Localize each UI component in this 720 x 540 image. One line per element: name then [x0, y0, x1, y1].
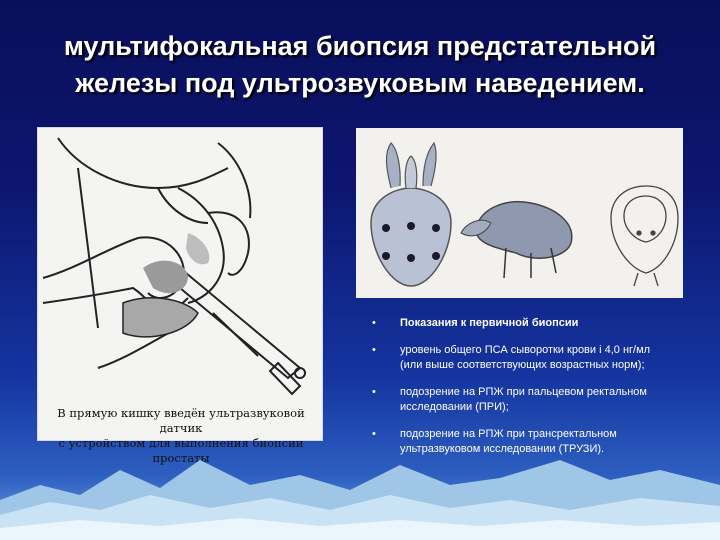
list-item	[370, 316, 670, 331]
list-item-text: подозрение на РПЖ при пальцевом ректальном исследовании (ПРИ);	[400, 386, 647, 413]
list-item	[370, 343, 670, 373]
caption-line-2: с устройством для выполнения биопсии простаты	[58, 436, 304, 465]
title-line-2: железы под ультрозвуковым наведением.	[75, 68, 645, 98]
bullet-icon: •	[372, 386, 376, 398]
illustration-caption	[44, 406, 318, 465]
prostate-section-outline	[611, 186, 678, 286]
biopsy-anatomy-illustration	[37, 127, 323, 465]
bullet-icon: •	[372, 344, 376, 356]
prostate-biopsy-diagrams	[356, 128, 683, 298]
bullet-icon: •	[372, 428, 376, 440]
list-item	[370, 385, 670, 415]
caption-line-1: В прямую кишку введён ультразвуковой датчик	[57, 406, 305, 435]
list-item-text: подозрение на РПЖ при трансректальном ультразвуковом исследовании (ТРУЗИ).	[400, 428, 617, 455]
slide-title	[20, 28, 700, 102]
title-line-1: мультифокальная биопсия предстательной	[63, 31, 657, 61]
prostate-side-view	[461, 202, 572, 278]
list-item-text: Показания к первичной биопсии	[400, 317, 579, 329]
list-item-text: уровень общего ПСА сыворотки крови i 4,0 нг/мл (или выше соответствующих возрастных норм);	[400, 344, 651, 371]
prostate-models-drawing	[356, 128, 683, 298]
bullet-icon: •	[372, 317, 376, 329]
anatomy-drawing	[38, 128, 322, 440]
prostate-front-view	[371, 143, 451, 286]
mountains-decoration	[0, 440, 720, 540]
